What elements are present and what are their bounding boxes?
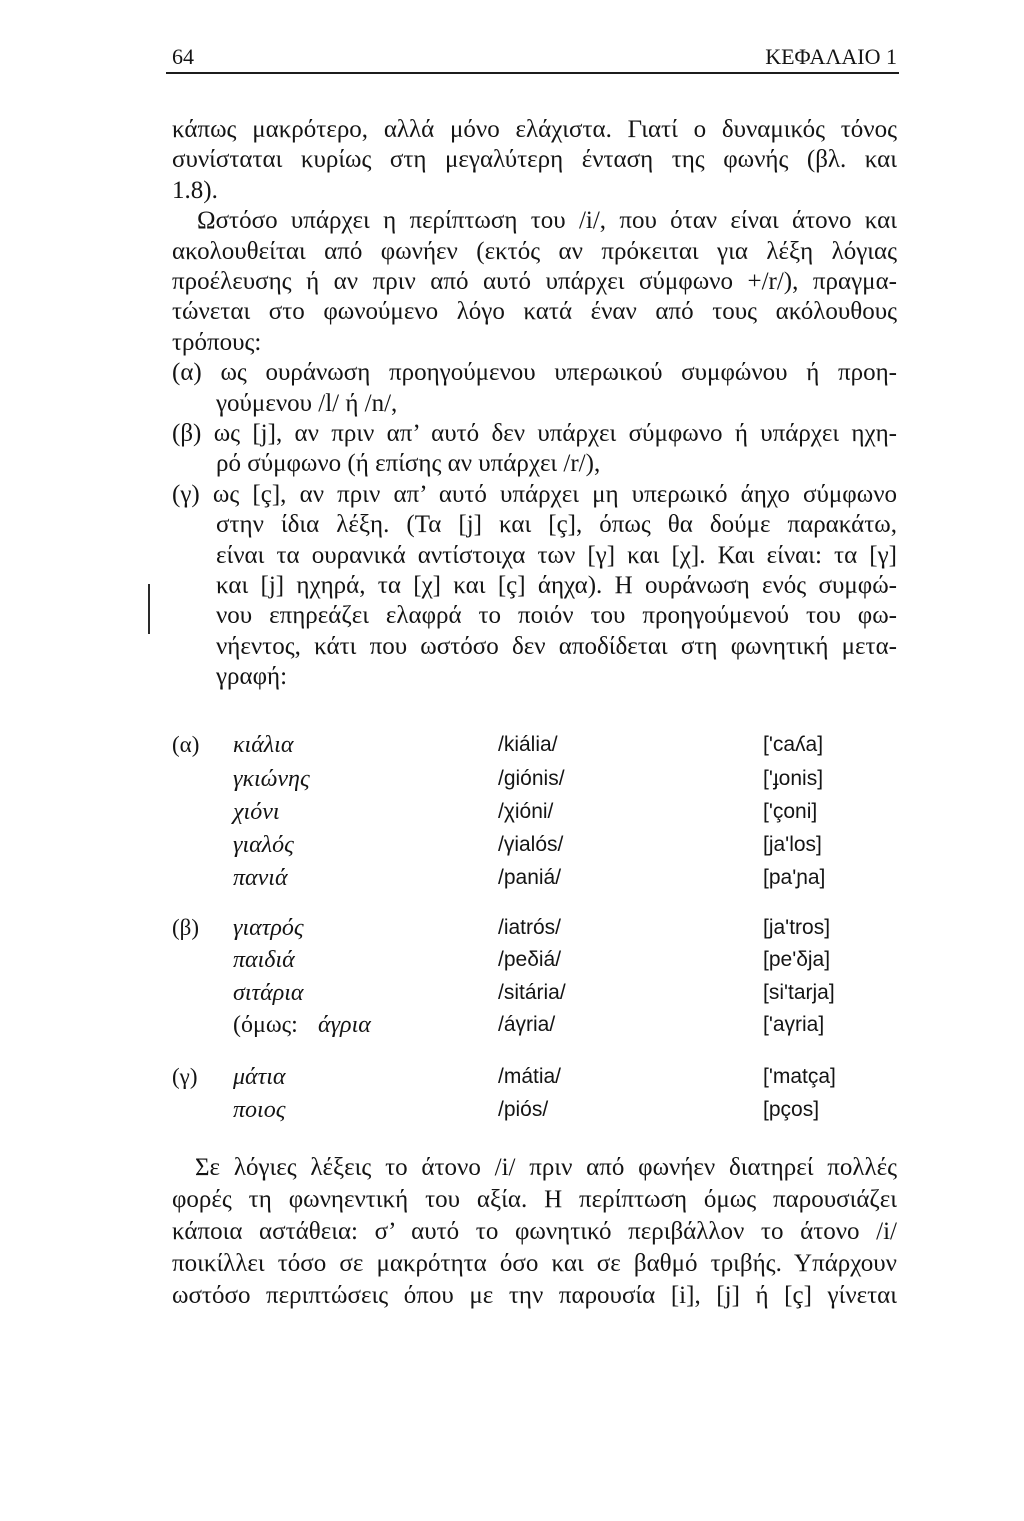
phonetic-transcription: ['çoni] <box>763 800 818 823</box>
phonemic-transcription: /χióni/ <box>498 800 554 823</box>
example-row <box>0 1095 1024 1125</box>
phonemic-transcription: /peδiá/ <box>498 948 562 971</box>
greek-word: γκιώνης <box>233 766 310 792</box>
text-line: Σε λόγιες λέξεις το άτονο /i/ πριν από φωνήεν διατηρεί πολλές <box>195 1154 897 1181</box>
case-text: ως ουράνωση προηγούμενου υπερωικού συμφώνου ή προη- <box>220 359 897 387</box>
text-line: 1.8). <box>172 176 218 204</box>
greek-word: ποιος <box>233 1097 286 1123</box>
group-label: (α) <box>172 732 200 757</box>
text-line: είναι τα ουρανικά αντίστοιχα των [γ] και [χ]. Και είναι: τα [γ] <box>216 541 897 569</box>
text-line: στην ίδια λέξη. (Τα [j] και [ç], όπως θα δούμε παρακάτω, <box>216 511 897 539</box>
phonemic-transcription: /piós/ <box>498 1098 549 1121</box>
phonemic-transcription: /mátia/ <box>498 1065 562 1088</box>
phonemic-transcription: /sitária/ <box>498 981 566 1004</box>
example-row <box>0 764 1024 794</box>
text-line: τρόπους: <box>172 328 262 356</box>
example-row <box>0 1010 1024 1040</box>
greek-word: μάτια <box>233 1064 286 1090</box>
text-line: ποικίλλει τόσο σε μακρότητα όσο και σε βαθμό τριβής. Υπάρχουν <box>172 1250 897 1277</box>
greek-word: άγρια <box>318 1012 371 1038</box>
page-number: 64 <box>172 44 194 69</box>
example-row <box>0 797 1024 827</box>
greek-word: πανιά <box>233 865 288 891</box>
phonetic-transcription: [ja'tros] <box>763 916 831 939</box>
example-row <box>0 830 1024 860</box>
case-item-b-first-line <box>172 419 897 449</box>
phonetic-transcription: [pe'δja] <box>763 948 831 971</box>
phonetic-transcription: ['caʎa] <box>763 733 824 756</box>
text-line: γραφή: <box>216 663 288 691</box>
header-rule <box>166 72 899 74</box>
example-row <box>0 863 1024 893</box>
text-line: νου επηρεάζει ελαφρά το ποιόν του προηγούμενού του φω- <box>216 602 897 630</box>
case-marker: (α) <box>172 359 202 387</box>
example-row <box>0 1062 1024 1092</box>
greek-word: χιόνι <box>233 799 280 825</box>
case-item-a-first-line <box>172 358 897 388</box>
text-line: ακολουθείται από φωνήεν (εκτός αν πρόκειται για λέξη λόγιας <box>172 237 897 265</box>
text-line: κάπως μακρότερο, αλλά μόνο ελάχιστα. Γιατί ο δυναμικός τόνος <box>172 116 897 143</box>
example-row <box>0 945 1024 975</box>
example-row <box>0 913 1024 943</box>
case-text: ως [j], αν πριν απ’ αυτό δεν υπάρχει σύμφωνο ή υπάρχει ηχη- <box>213 420 897 447</box>
text-line: Ωστόσο υπάρχει η περίπτωση του /i/, που όταν είναι άτονο και <box>197 207 897 235</box>
phonetic-transcription: [pa'ɲa] <box>763 866 826 889</box>
greek-word: σιτάρια <box>233 980 304 1006</box>
phonetic-transcription: [si'tarja] <box>763 981 835 1004</box>
text-line: και [j] ηχηρά, τα [χ] και [ç] άηχα). Η ουράνωση ενός συμφώ- <box>216 572 897 599</box>
text-line: προέλευσης ή αν πριν από αυτό υπάρχει σύμφωνο +/r/), πραγμα- <box>172 268 897 295</box>
phonemic-transcription: /giónis/ <box>498 767 565 790</box>
text-line: φορές τη φωνηεντική του αξία. Η περίπτωση όμως παρουσιάζει <box>172 1186 897 1213</box>
text-line: ωστόσο περιπτώσεις όπου με την παρουσία [i], [j] ή [ç] γίνεται <box>172 1282 897 1309</box>
case-text: ως [ç], αν πριν απ’ αυτό υπάρχει μη υπερωικό άηχο σύμφωνο <box>212 480 897 508</box>
group-label: (β) <box>172 915 200 940</box>
phonetic-transcription: [pços] <box>763 1098 820 1121</box>
word-prefix: (όμως: <box>233 1012 298 1038</box>
chapter-title: ΚΕΦΑΛΑΙΟ 1 <box>765 44 897 69</box>
phonemic-transcription: /kiália/ <box>498 733 558 756</box>
phonemic-transcription: /paniá/ <box>498 866 562 889</box>
greek-word: γιατρός <box>233 915 304 941</box>
text-line: κάποια αστάθεια: σ’ αυτό το φωνητικό περιβάλλον το άτονο /i/ <box>172 1218 897 1245</box>
greek-word: κιάλια <box>233 732 294 758</box>
phonemic-transcription: /iatrós/ <box>498 916 562 939</box>
phonetic-transcription: [ja'los] <box>763 833 822 856</box>
text-line: τώνεται στο φωνούμενο λόγο κατά έναν από τους ακόλουθους <box>172 298 897 326</box>
phonemic-transcription: /áγria/ <box>498 1013 556 1036</box>
text-line: νήεντος, κάτι που ωστόσο δεν αποδίδεται στη φωνητική μετα- <box>216 632 897 660</box>
case-marker: (β) <box>172 420 202 447</box>
margin-mark <box>148 584 150 634</box>
group-label: (γ) <box>172 1064 198 1089</box>
phonetic-transcription: ['ɟonis] <box>763 767 824 790</box>
phonetic-transcription: ['aγria] <box>763 1013 825 1036</box>
text-line: συνίσταται κυρίως στη μεγαλύτερη ένταση της φωνής (βλ. και <box>172 146 897 174</box>
case-marker: (γ) <box>172 480 200 508</box>
greek-word: γιαλός <box>233 832 294 858</box>
phonemic-transcription: /γialós/ <box>498 833 564 856</box>
text-line: γούμενου /l/ ή /n/, <box>216 389 398 417</box>
text-line: ρό σύμφωνο (ή επίσης αν υπάρχει /r/), <box>216 450 601 478</box>
example-row <box>0 978 1024 1008</box>
greek-word: παιδιά <box>233 947 295 973</box>
phonetic-transcription: ['matça] <box>763 1065 836 1088</box>
case-item-c-first-line <box>172 480 897 510</box>
example-row <box>0 730 1024 760</box>
